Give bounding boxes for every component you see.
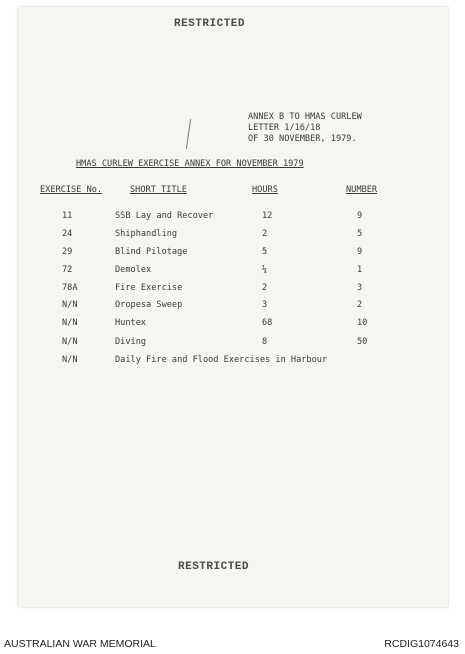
cell-number: 5 bbox=[357, 229, 363, 239]
footer-id: RCDIG1074643 bbox=[384, 638, 459, 650]
annex-line-2: LETTER 1/16/18 bbox=[248, 123, 321, 133]
cell-no: N/N bbox=[62, 300, 78, 310]
cell-title: SSB Lay and Recover bbox=[115, 211, 214, 221]
cell-no: 24 bbox=[62, 229, 73, 239]
cell-number: 9 bbox=[357, 211, 363, 221]
cell-hours: 2 bbox=[262, 229, 268, 239]
table-row bbox=[18, 300, 448, 314]
cell-number: 10 bbox=[357, 318, 368, 328]
cell-title: Demolex bbox=[115, 265, 152, 275]
table-row bbox=[18, 265, 448, 279]
cell-title: Diving bbox=[115, 337, 147, 347]
cell-title: Daily Fire and Flood Exercises in Harbour bbox=[115, 355, 328, 365]
document-title: HMAS CURLEW EXERCISE ANNEX FOR NOVEMBER 1979 bbox=[76, 159, 304, 169]
cell-no: 72 bbox=[62, 265, 73, 275]
cell-hours: ¼ bbox=[262, 265, 268, 275]
table-row bbox=[18, 337, 448, 351]
cell-no: N/N bbox=[62, 337, 78, 347]
table-row bbox=[18, 318, 448, 332]
cell-title: Huntex bbox=[115, 318, 147, 328]
cell-hours: 5 bbox=[262, 247, 268, 257]
restricted-stamp-top: RESTRICTED bbox=[174, 18, 246, 30]
table-row bbox=[18, 247, 448, 261]
cell-no: 11 bbox=[62, 211, 73, 221]
header-exercise-no: EXERCISE No. bbox=[40, 185, 103, 195]
cell-title: Oropesa Sweep bbox=[115, 300, 183, 310]
archive-footer bbox=[0, 634, 465, 654]
header-hours: HOURS bbox=[252, 185, 278, 195]
cell-no: 78A bbox=[62, 283, 78, 293]
pen-mark bbox=[186, 119, 191, 149]
restricted-stamp-bottom: RESTRICTED bbox=[178, 561, 250, 573]
annex-line-1: ANNEX B TO HMAS CURLEW bbox=[248, 112, 362, 122]
cell-number: 9 bbox=[357, 247, 363, 257]
cell-number: 1 bbox=[357, 265, 363, 275]
table-row bbox=[18, 229, 448, 243]
cell-title: Blind Pilotage bbox=[115, 247, 188, 257]
table-row bbox=[18, 211, 448, 225]
table-row bbox=[18, 355, 448, 369]
cell-hours: 2 bbox=[262, 283, 268, 293]
cell-no: N/N bbox=[62, 355, 78, 365]
cell-number: 2 bbox=[357, 300, 363, 310]
document-page bbox=[18, 7, 448, 607]
header-short-title: SHORT TITLE bbox=[130, 185, 187, 195]
cell-hours: 68 bbox=[262, 318, 273, 328]
cell-hours: 3 bbox=[262, 300, 268, 310]
annex-line-3: OF 30 NOVEMBER, 1979. bbox=[248, 134, 357, 144]
cell-title: Fire Exercise bbox=[115, 283, 183, 293]
header-number: NUMBER bbox=[346, 185, 378, 195]
cell-title: Shiphandling bbox=[115, 229, 178, 239]
cell-number: 50 bbox=[357, 337, 368, 347]
cell-no: 29 bbox=[62, 247, 73, 257]
footer-source: AUSTRALIAN WAR MEMORIAL bbox=[4, 638, 156, 650]
table-row bbox=[18, 283, 448, 297]
cell-number: 3 bbox=[357, 283, 363, 293]
cell-hours: 12 bbox=[262, 211, 273, 221]
cell-no: N/N bbox=[62, 318, 78, 328]
cell-hours: 8 bbox=[262, 337, 268, 347]
